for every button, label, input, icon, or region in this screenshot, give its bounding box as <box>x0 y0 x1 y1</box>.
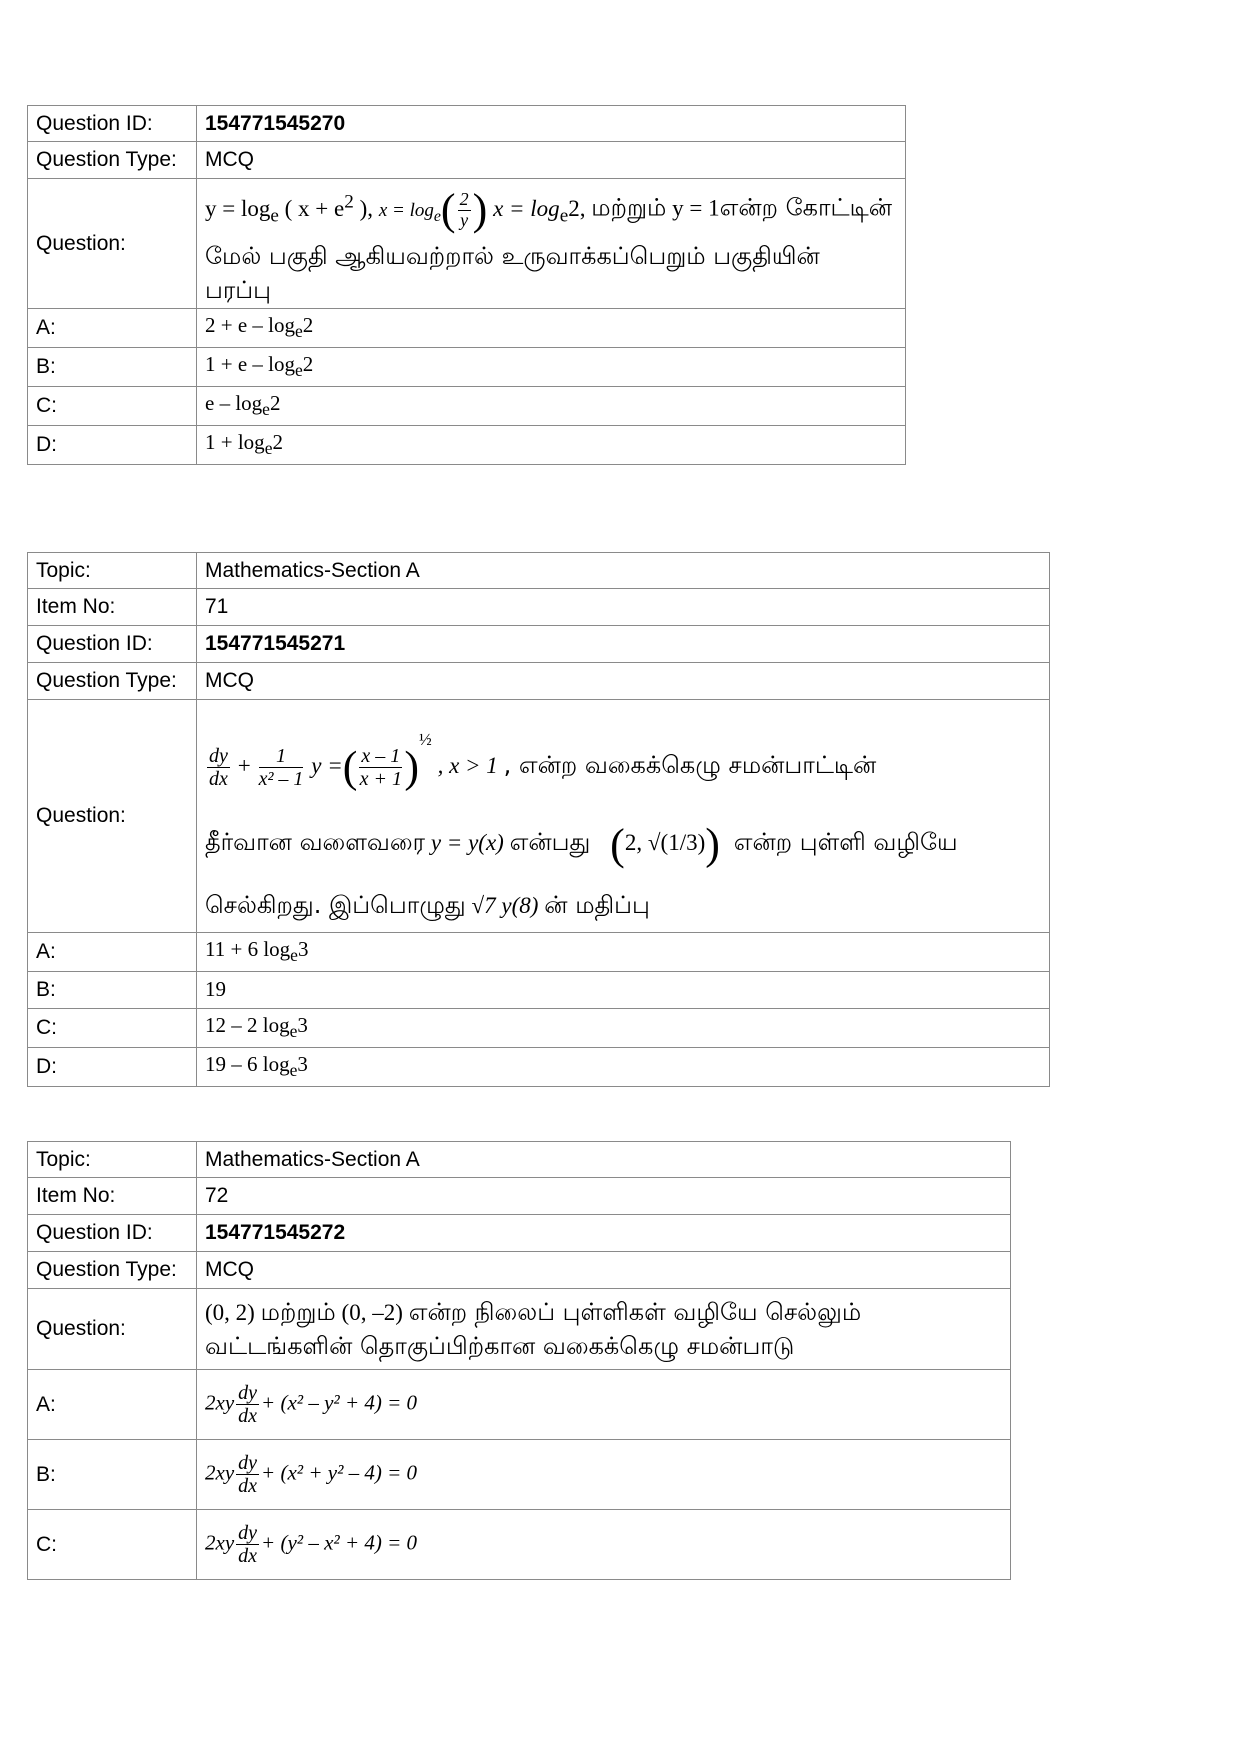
label-a: A: <box>28 932 197 971</box>
q2-tamil-2: தீர்வான வளைவரை <box>205 828 425 857</box>
q3-tamil-3: வட்டங்களின் தொகுப்பிற்கான வகைக்கெழு சமன்பாடு <box>205 1332 795 1360</box>
row-option-c <box>28 1008 1050 1047</box>
row-question-id <box>28 1215 1011 1252</box>
question-body <box>197 1289 1011 1370</box>
q1-tamil-4: பரப்பு <box>205 275 271 304</box>
q2-tamil-5: செல்கிறது. இப்பொழுது <box>205 890 466 919</box>
q1-fraction: $\frac{2}{y}$ <box>459 189 469 230</box>
question-type-value: MCQ <box>197 142 906 179</box>
label-item-no: Item No: <box>28 1178 197 1215</box>
label-d: D: <box>28 1047 197 1086</box>
q3-tamil-2: என்ற நிலைப் புள்ளிகள் வழியே செல்லும் <box>408 1298 862 1326</box>
label-question: Question: <box>28 179 197 309</box>
question-table-2 <box>27 552 1050 1087</box>
label-question-id: Question ID: <box>28 626 197 663</box>
row-option-b <box>28 348 906 387</box>
label-d: D: <box>28 426 197 465</box>
label-c: C: <box>28 1510 197 1580</box>
row-question <box>28 700 1050 933</box>
q1-tamil-2: என்ற கோட்டின் <box>719 193 893 222</box>
option-d: $1 + \log_e2$ <box>197 426 906 465</box>
q2-tamil-6: ன் மதிப்பு <box>544 890 650 919</box>
row-question-id <box>28 626 1050 663</box>
question-table-1 <box>27 105 906 465</box>
row-question-type <box>28 663 1050 700</box>
question-type-value: MCQ <box>197 663 1050 700</box>
label-a: A: <box>28 309 197 348</box>
q2-tamil-1: , என்ற வகைக்கெழு சமன்பாட்டின் <box>503 751 877 779</box>
label-c: C: <box>28 387 197 426</box>
row-option-b <box>28 1440 1011 1510</box>
option-b: 2xy $\frac{dy}{dx}$ + (x² + y² – 4) = 0 <box>197 1440 1011 1510</box>
label-question: Question: <box>28 1289 197 1370</box>
question-body: $y = \log_e$ ( $x + e^2$ ), $x = \log_e$( $\frac{2}{y}$ ) $x = \log_e2$, மற்றும் y = 1என்ற கோட்டின் மேல் பகுதி ஆகியவற்றால் உருவாக்கப்பெறும் பகுதியின் பரப்பு <box>197 179 906 309</box>
q1-math-1: $y = \log_e$ ( $x + e^2$ ), <box>205 191 373 227</box>
row-option-a <box>28 309 906 348</box>
label-a: A: <box>28 1370 197 1440</box>
option-b: 19 <box>197 971 1050 1008</box>
item-no-value: 72 <box>197 1178 1011 1215</box>
label-b: B: <box>28 971 197 1008</box>
row-option-c <box>28 387 906 426</box>
q2-exponent: ½ <box>418 730 432 749</box>
row-option-c <box>28 1510 1011 1580</box>
q2-yeq: y = <box>311 753 343 778</box>
q2-point-a: 2, <box>624 830 643 856</box>
question-id-value: 154771545272 <box>197 1215 1011 1252</box>
q1-math-3: $x = \log_e2$, <box>493 195 586 227</box>
row-question-type <box>28 142 906 179</box>
q2-dydx: $\frac{dy}{dx}$ <box>209 744 228 790</box>
option-b: $1 + e - \log_e2$ <box>197 348 906 387</box>
label-question-type: Question Type: <box>28 1252 197 1289</box>
label-c: C: <box>28 1008 197 1047</box>
row-question-type <box>28 1252 1011 1289</box>
label-question-id: Question ID: <box>28 1215 197 1252</box>
row-option-d <box>28 426 906 465</box>
option-a: 2xy $\frac{dy}{dx}$ + (x² – y² + 4) = 0 <box>197 1370 1011 1440</box>
q3-point-2: (0, –2) <box>341 1300 403 1325</box>
row-option-a <box>28 1370 1011 1440</box>
q2-expression: √7 y(8) <box>471 892 539 918</box>
label-b: B: <box>28 348 197 387</box>
option-c: 2xy $\frac{dy}{dx}$ + (y² – x² + 4) = 0 <box>197 1510 1011 1580</box>
q2-frac-x: $\frac{x - 1}{x + 1}$ <box>359 744 403 790</box>
q2-curve: y = y(x) <box>430 830 504 856</box>
label-question: Question: <box>28 700 197 933</box>
row-question <box>28 179 906 309</box>
label-question-id: Question ID: <box>28 106 197 142</box>
option-a: 11 + 6 $\log_e3$ <box>197 932 1050 971</box>
q3-tamil-1: மற்றும் <box>260 1298 336 1326</box>
row-topic <box>28 553 1050 589</box>
question-table-3 <box>27 1141 1011 1580</box>
q1-tamil-3: மேல் பகுதி ஆகியவற்றால் உருவாக்கப்பெறும் பகுதியின் <box>205 241 820 270</box>
row-item-no <box>28 589 1050 626</box>
q3-point-1: (0, 2) <box>205 1300 255 1325</box>
question-id-value: 154771545271 <box>197 626 1050 663</box>
label-question-type: Question Type: <box>28 142 197 179</box>
label-b: B: <box>28 1440 197 1510</box>
q2-condition: , x > 1 <box>437 753 498 778</box>
q2-tamil-3: என்பது <box>509 828 591 857</box>
label-question-type: Question Type: <box>28 663 197 700</box>
label-topic: Topic: <box>28 553 197 589</box>
label-item-no: Item No: <box>28 589 197 626</box>
question-body: $\frac{dy}{dx}$ + $\frac{1}{\text{x² – 1}}$ y =( $\frac{x - 1}{x + 1}$ )$^{\frac{1}{2}}$ , x > 1 , என்ற வகைக்கெழு சமன்பாட்டின் தீர்வான வளைவரை y = y(x) என்பது (2, √(1/3)) என்ற புள்ளி வழியே செல்கிறது. இப்பொழுது √7 y(8) ன் மதிப்பு <box>197 700 1050 933</box>
q2-plus: + <box>237 753 251 778</box>
row-question <box>28 1289 1011 1370</box>
q2-tamil-4: என்ற புள்ளி வழியே <box>733 828 958 857</box>
q1-math-2: $x = \log_e$ <box>378 199 441 225</box>
option-d: 19 – 6 $\log_e3$ <box>197 1047 1050 1086</box>
q2-frac-one: $\frac{1}{\text{x² – 1}}$ <box>258 744 304 790</box>
option-c: 12 – 2 $\log_e3$ <box>197 1008 1050 1047</box>
question-type-value: MCQ <box>197 1252 1011 1289</box>
option-a: $2 + e - \log_e2$ <box>197 309 906 348</box>
label-topic: Topic: <box>28 1142 197 1178</box>
q1-math-4: y = 1 <box>672 195 720 221</box>
row-option-b <box>28 971 1050 1008</box>
topic-value: Mathematics-Section A <box>197 1142 1011 1178</box>
q2-point-b: √(1/3) <box>647 830 706 856</box>
row-topic <box>28 1142 1011 1178</box>
row-option-d <box>28 1047 1050 1086</box>
row-item-no <box>28 1178 1011 1215</box>
topic-value: Mathematics-Section A <box>197 553 1050 589</box>
option-c: e – $\log_e2$ <box>197 387 906 426</box>
row-option-a <box>28 932 1050 971</box>
question-id-value: 154771545270 <box>197 106 906 142</box>
item-no-value: 71 <box>197 589 1050 626</box>
q1-tamil-1: மற்றும் <box>591 193 667 222</box>
row-question-id <box>28 106 906 142</box>
